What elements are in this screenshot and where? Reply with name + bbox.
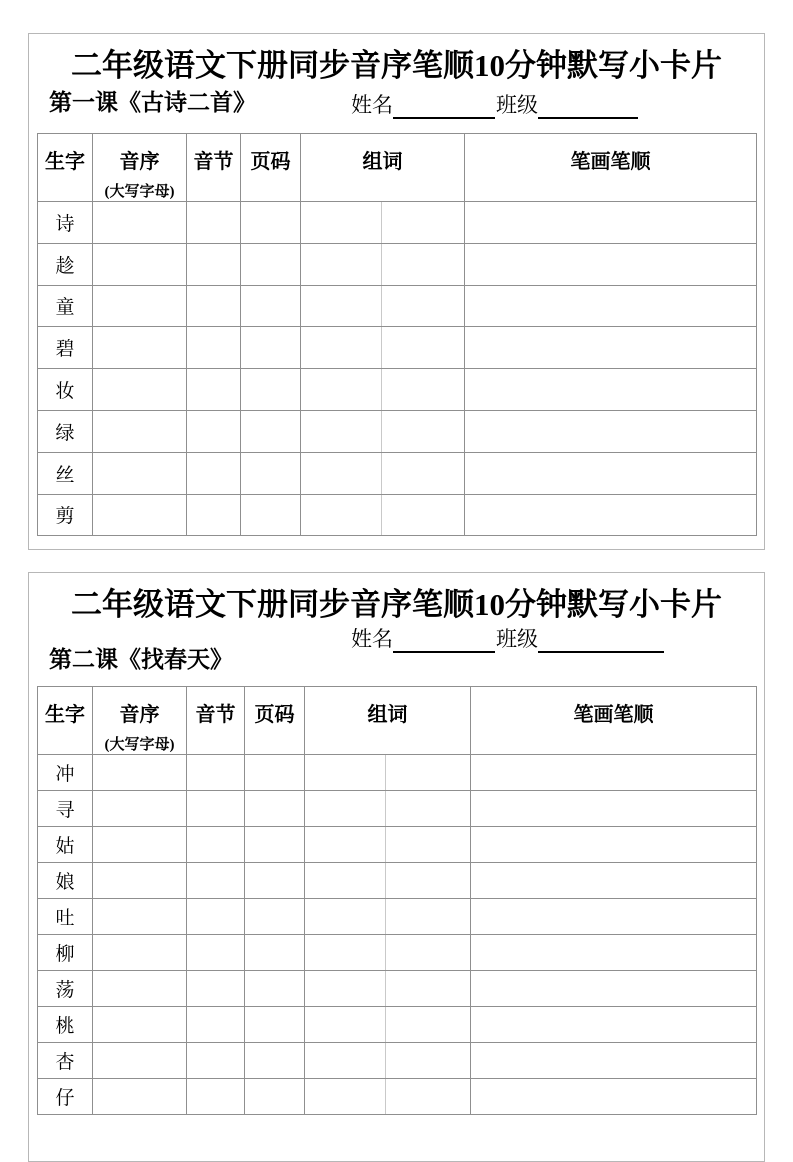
strokes-blank-cell xyxy=(471,1079,757,1115)
table-row xyxy=(38,327,757,369)
strokes-blank-cell xyxy=(465,452,757,494)
page-blank-cell xyxy=(241,369,301,411)
syllable-blank-cell xyxy=(187,494,241,536)
strokes-blank-cell xyxy=(465,410,757,452)
syllable-blank-cell xyxy=(187,285,241,327)
order-blank-cell xyxy=(93,755,187,791)
page-blank-cell xyxy=(245,1079,305,1115)
page-blank-cell xyxy=(245,755,305,791)
words-blank-cell-1 xyxy=(301,285,382,327)
character-cell: 丝 xyxy=(38,452,93,494)
name-label: 姓名 xyxy=(351,627,393,651)
syllable-blank-cell xyxy=(187,755,245,791)
syllable-blank-cell xyxy=(187,327,241,369)
words-blank-cell-1 xyxy=(305,1043,386,1079)
words-blank-cell-2 xyxy=(386,1043,471,1079)
words-blank-cell-1 xyxy=(301,243,382,285)
order-blank-cell xyxy=(93,202,187,244)
words-blank-cell-2 xyxy=(382,494,465,536)
lesson-heading: 第二课《找春天》 xyxy=(49,647,233,672)
col-header-character: 生字 xyxy=(38,687,93,755)
words-blank-cell-2 xyxy=(386,755,471,791)
character-cell: 碧 xyxy=(38,327,93,369)
table-row xyxy=(38,452,757,494)
col-header-phonetic-order-note: (大写字母) xyxy=(104,737,175,753)
worksheet-card-lesson1 xyxy=(28,33,765,550)
syllable-blank-cell xyxy=(187,202,241,244)
strokes-blank-cell xyxy=(465,202,757,244)
name-underline xyxy=(393,632,495,653)
table-row xyxy=(38,827,757,863)
order-blank-cell xyxy=(93,494,187,536)
character-cell: 诗 xyxy=(38,202,93,244)
strokes-blank-cell xyxy=(471,1043,757,1079)
character-cell: 吐 xyxy=(38,899,93,935)
strokes-blank-cell xyxy=(471,827,757,863)
character-cell: 杏 xyxy=(38,1043,93,1079)
col-header-phonetic-order-label: 音序 xyxy=(119,151,160,173)
character-cell: 荡 xyxy=(38,971,93,1007)
words-blank-cell-2 xyxy=(382,202,465,244)
syllable-blank-cell xyxy=(187,971,245,1007)
order-blank-cell xyxy=(93,791,187,827)
page-blank-cell xyxy=(245,1007,305,1043)
words-blank-cell-1 xyxy=(301,494,382,536)
page-blank-cell xyxy=(241,327,301,369)
order-blank-cell xyxy=(93,369,187,411)
order-blank-cell xyxy=(93,1043,187,1079)
syllable-blank-cell xyxy=(187,1007,245,1043)
strokes-blank-cell xyxy=(471,899,757,935)
table-row xyxy=(38,285,757,327)
table-row xyxy=(38,202,757,244)
strokes-blank-cell xyxy=(471,755,757,791)
page-blank-cell xyxy=(245,899,305,935)
words-blank-cell-1 xyxy=(305,1007,386,1043)
syllable-blank-cell xyxy=(187,1043,245,1079)
strokes-blank-cell xyxy=(471,863,757,899)
order-blank-cell xyxy=(93,243,187,285)
character-cell: 绿 xyxy=(38,410,93,452)
strokes-blank-cell xyxy=(465,327,757,369)
words-blank-cell-2 xyxy=(382,285,465,327)
col-header-syllable: 音节 xyxy=(187,134,241,202)
words-blank-cell-2 xyxy=(386,827,471,863)
header-row xyxy=(38,134,757,202)
words-blank-cell-1 xyxy=(305,971,386,1007)
order-blank-cell xyxy=(93,1079,187,1115)
col-header-syllable: 音节 xyxy=(187,687,245,755)
table-row xyxy=(38,899,757,935)
name-label: 姓名 xyxy=(351,93,393,117)
table-row xyxy=(38,1079,757,1115)
order-blank-cell xyxy=(93,327,187,369)
character-cell: 仔 xyxy=(38,1079,93,1115)
character-cell: 冲 xyxy=(38,755,93,791)
page-blank-cell xyxy=(241,243,301,285)
words-blank-cell-1 xyxy=(301,410,382,452)
page-blank-cell xyxy=(245,863,305,899)
page-blank-cell xyxy=(245,827,305,863)
col-header-phonetic-order-note: (大写字母) xyxy=(104,184,175,200)
table-row xyxy=(38,1007,757,1043)
character-cell: 娘 xyxy=(38,863,93,899)
strokes-blank-cell xyxy=(471,935,757,971)
syllable-blank-cell xyxy=(187,935,245,971)
syllable-blank-cell xyxy=(187,243,241,285)
words-blank-cell-2 xyxy=(386,935,471,971)
col-header-strokes: 笔画笔顺 xyxy=(471,687,757,755)
words-blank-cell-2 xyxy=(382,410,465,452)
card-title: 二年级语文下册同步音序笔顺10分钟默写小卡片 xyxy=(71,587,722,622)
words-blank-cell-2 xyxy=(386,971,471,1007)
character-cell: 寻 xyxy=(38,791,93,827)
character-cell: 妆 xyxy=(38,369,93,411)
table-row xyxy=(38,791,757,827)
words-blank-cell-2 xyxy=(382,369,465,411)
words-blank-cell-2 xyxy=(386,1079,471,1115)
order-blank-cell xyxy=(93,452,187,494)
character-cell: 桃 xyxy=(38,1007,93,1043)
syllable-blank-cell xyxy=(187,369,241,411)
class-underline xyxy=(538,98,638,119)
words-blank-cell-2 xyxy=(382,327,465,369)
character-cell: 姑 xyxy=(38,827,93,863)
col-header-strokes: 笔画笔顺 xyxy=(465,134,757,202)
table-row xyxy=(38,971,757,1007)
strokes-blank-cell xyxy=(471,971,757,1007)
table-row xyxy=(38,243,757,285)
worksheet-table-lesson1 xyxy=(37,133,757,536)
page-blank-cell xyxy=(241,202,301,244)
words-blank-cell-1 xyxy=(301,327,382,369)
class-label: 班级 xyxy=(496,93,538,117)
col-header-page: 页码 xyxy=(241,134,301,202)
order-blank-cell xyxy=(93,1007,187,1043)
syllable-blank-cell xyxy=(187,827,245,863)
col-header-words: 组词 xyxy=(301,134,465,202)
strokes-blank-cell xyxy=(465,285,757,327)
syllable-blank-cell xyxy=(187,791,245,827)
table-row xyxy=(38,410,757,452)
character-cell: 柳 xyxy=(38,935,93,971)
order-blank-cell xyxy=(93,863,187,899)
page-blank-cell xyxy=(241,494,301,536)
table-row xyxy=(38,935,757,971)
words-blank-cell-2 xyxy=(382,243,465,285)
col-header-page: 页码 xyxy=(245,687,305,755)
order-blank-cell xyxy=(93,410,187,452)
syllable-blank-cell xyxy=(187,863,245,899)
character-cell: 趁 xyxy=(38,243,93,285)
words-blank-cell-1 xyxy=(305,755,386,791)
syllable-blank-cell xyxy=(187,899,245,935)
header-row xyxy=(38,687,757,755)
worksheet-table-lesson2 xyxy=(37,686,757,1115)
strokes-blank-cell xyxy=(465,369,757,411)
words-blank-cell-1 xyxy=(305,863,386,899)
syllable-blank-cell xyxy=(187,1079,245,1115)
order-blank-cell xyxy=(93,285,187,327)
words-blank-cell-2 xyxy=(386,899,471,935)
syllable-blank-cell xyxy=(187,410,241,452)
character-cell: 剪 xyxy=(38,494,93,536)
class-label: 班级 xyxy=(496,627,538,651)
lesson-heading: 第一课《古诗二首》 xyxy=(49,90,256,115)
name-underline xyxy=(393,98,495,119)
character-cell: 童 xyxy=(38,285,93,327)
strokes-blank-cell xyxy=(465,243,757,285)
name-class-line xyxy=(351,623,665,653)
strokes-blank-cell xyxy=(471,791,757,827)
words-blank-cell-1 xyxy=(301,369,382,411)
name-class-line xyxy=(351,89,639,119)
page-blank-cell xyxy=(241,452,301,494)
words-blank-cell-1 xyxy=(305,791,386,827)
words-blank-cell-1 xyxy=(301,202,382,244)
syllable-blank-cell xyxy=(187,452,241,494)
table-row xyxy=(38,369,757,411)
order-blank-cell xyxy=(93,971,187,1007)
table-row xyxy=(38,863,757,899)
table-row xyxy=(38,755,757,791)
table-row xyxy=(38,1043,757,1079)
words-blank-cell-1 xyxy=(305,899,386,935)
class-underline xyxy=(538,632,664,653)
col-header-phonetic-order xyxy=(93,687,187,755)
page-blank-cell xyxy=(241,410,301,452)
words-blank-cell-1 xyxy=(305,827,386,863)
words-blank-cell-2 xyxy=(386,1007,471,1043)
page-blank-cell xyxy=(241,285,301,327)
col-header-words: 组词 xyxy=(305,687,471,755)
words-blank-cell-2 xyxy=(386,791,471,827)
words-blank-cell-1 xyxy=(301,452,382,494)
page-blank-cell xyxy=(245,935,305,971)
col-header-phonetic-order-label: 音序 xyxy=(119,704,160,726)
strokes-blank-cell xyxy=(465,494,757,536)
page-blank-cell xyxy=(245,791,305,827)
words-blank-cell-2 xyxy=(386,863,471,899)
words-blank-cell-1 xyxy=(305,935,386,971)
order-blank-cell xyxy=(93,827,187,863)
words-blank-cell-2 xyxy=(382,452,465,494)
card-title: 二年级语文下册同步音序笔顺10分钟默写小卡片 xyxy=(71,48,722,83)
words-blank-cell-1 xyxy=(305,1079,386,1115)
worksheet-card-lesson2 xyxy=(28,572,765,1162)
strokes-blank-cell xyxy=(471,1007,757,1043)
order-blank-cell xyxy=(93,899,187,935)
page-blank-cell xyxy=(245,971,305,1007)
order-blank-cell xyxy=(93,935,187,971)
table-row xyxy=(38,494,757,536)
page-blank-cell xyxy=(245,1043,305,1079)
col-header-character: 生字 xyxy=(38,134,93,202)
col-header-phonetic-order xyxy=(93,134,187,202)
